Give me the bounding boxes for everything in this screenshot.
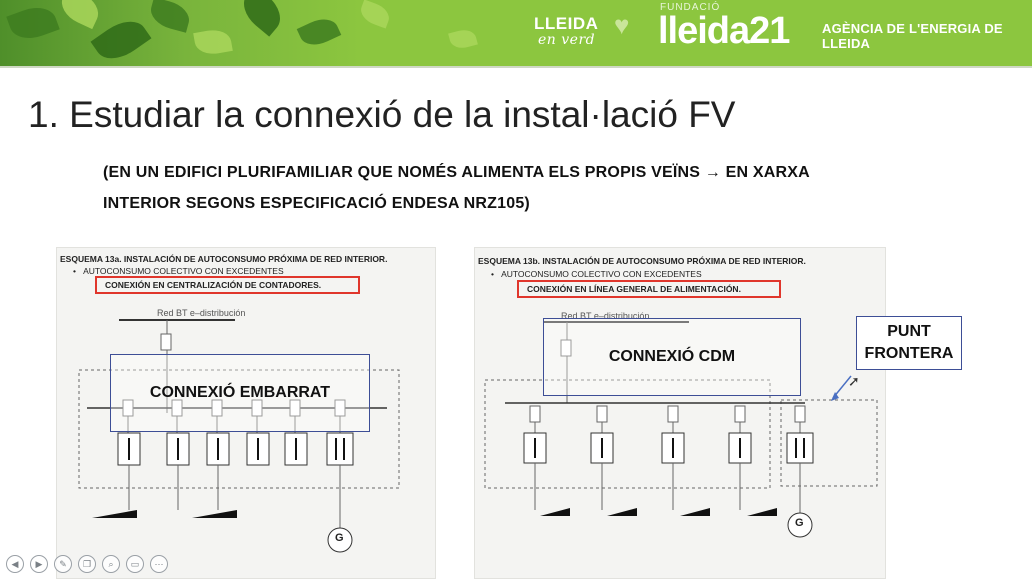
schema-13b-panel	[474, 247, 886, 579]
zoom-icon[interactable]: ⌕	[102, 555, 120, 573]
punt-frontera-line-1: PUNT	[887, 323, 931, 340]
screen-icon[interactable]: ▭	[126, 555, 144, 573]
heart-icon: ♥	[614, 10, 630, 40]
punt-frontera-line-2: FRONTERA	[864, 345, 954, 362]
slide-subtitle	[103, 157, 810, 219]
slide-title: 1. Estudiar la connexió de la instal·lació FV	[28, 94, 736, 135]
leaf-decoration	[147, 0, 192, 33]
presentation-controls	[6, 555, 168, 573]
schema-13b-heading: ESQUEMA 13b. INSTALACIÓN DE AUTOCONSUMO PRÓXIMA DE RED INTERIOR.	[478, 256, 806, 266]
agency-name: AGÈNCIA DE L'ENERGIA DE LLEIDA	[822, 21, 1003, 51]
schema-13a-highlight: CONEXIÓN EN CENTRALIZACIÓN DE CONTADORES.	[95, 276, 360, 294]
punt-frontera-callout	[856, 316, 962, 370]
generator-icon: G	[335, 532, 344, 544]
generator-icon: G	[795, 517, 804, 529]
schema-13a-red-label: Red BT e–distribución	[157, 308, 246, 318]
fundacio-label: FUNDACIÓ	[660, 2, 721, 13]
leaf-decoration	[91, 12, 152, 66]
schema-13b-red-label: Red BT e–distribución	[561, 311, 650, 321]
logo-subtext: en verd	[538, 32, 596, 48]
schema-13b-bullet: • AUTOCONSUMO COLECTIVO CON EXCEDENTES	[491, 269, 702, 279]
leaf-decoration	[357, 0, 392, 29]
subtitle-line-2: INTERIOR SEGONS ESPECIFICACIÓ ENDESA NRZ105)	[103, 195, 530, 212]
leaf-decoration	[448, 27, 478, 51]
more-icon[interactable]: ⋯	[150, 555, 168, 573]
schema-13b-highlight: CONEXIÓN EN LÍNEA GENERAL DE ALIMENTACIÓN.	[517, 280, 781, 298]
header-divider	[0, 66, 1032, 68]
bullet-text: AUTOCONSUMO COLECTIVO CON EXCEDENTES	[83, 266, 284, 276]
next-icon[interactable]: ▶	[30, 555, 48, 573]
prev-icon[interactable]: ◀	[6, 555, 24, 573]
leaf-decoration	[6, 1, 59, 45]
slides-icon[interactable]: ❐	[78, 555, 96, 573]
bullet-text: AUTOCONSUMO COLECTIVO CON EXCEDENTES	[501, 269, 702, 279]
header-banner	[0, 0, 1032, 66]
connexio-embarrat-callout: CONNEXIÓ EMBARRAT	[110, 354, 370, 432]
logo-text: LLEIDA	[534, 14, 599, 33]
leaf-decoration	[56, 0, 104, 29]
connexio-cdm-callout: CONNEXIÓ CDM	[543, 318, 801, 396]
pen-icon[interactable]: ✎	[54, 555, 72, 573]
lleida-en-verd-logo	[534, 10, 630, 48]
schema-13a-heading: ESQUEMA 13a. INSTALACIÓN DE AUTOCONSUMO PRÓXIMA DE RED INTERIOR.	[60, 254, 388, 264]
mouse-cursor-icon: ➚	[848, 373, 860, 389]
lleida21-logo: lleida21	[658, 10, 790, 52]
leaf-decoration	[193, 27, 233, 57]
schema-13a-bullet: • AUTOCONSUMO COLECTIVO CON EXCEDENTES	[73, 266, 284, 276]
leaf-decoration	[236, 0, 289, 37]
leaf-decoration	[297, 13, 342, 51]
subtitle-line-1: (EN UN EDIFICI PLURIFAMILIAR QUE NOMÉS ALIMENTA ELS PROPIS VEÏNS → EN XARXA	[103, 164, 810, 181]
